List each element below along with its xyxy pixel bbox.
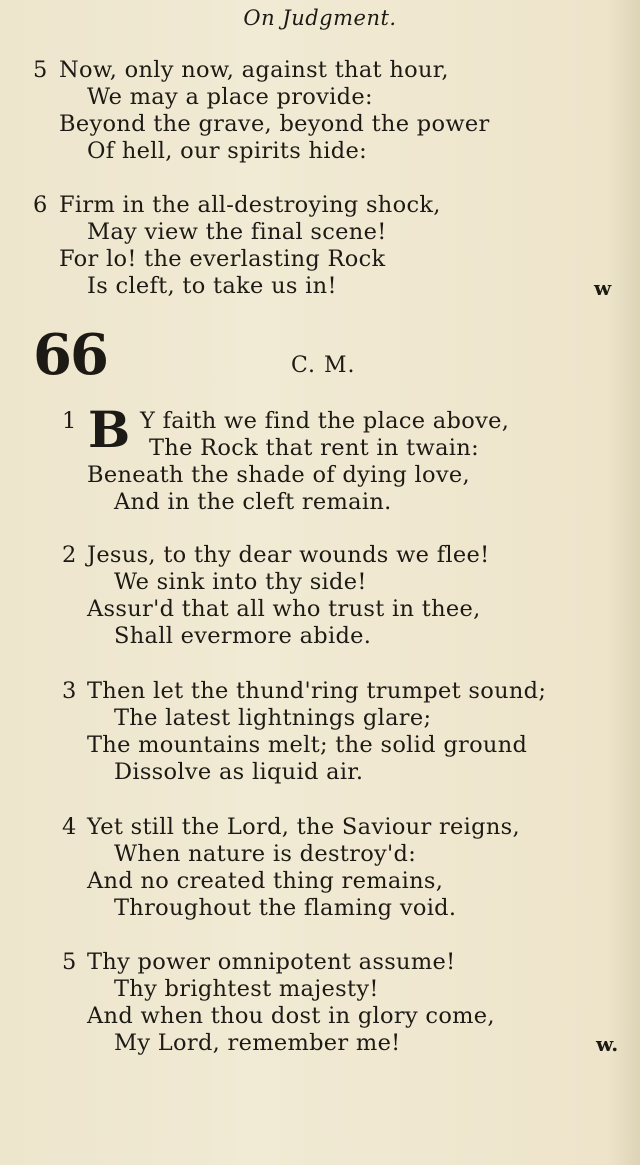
verse-line: Shall evermore abide.: [114, 623, 372, 649]
verse-line: My Lord, remember me!: [114, 1030, 401, 1056]
stanza-number: 6: [33, 192, 48, 218]
verse-line: Beyond the grave, beyond the power: [59, 111, 490, 137]
stanza-number: 5: [62, 949, 77, 975]
verse-line: Now, only now, against that hour,: [59, 57, 449, 83]
stanza-number: 2: [62, 542, 77, 568]
verse-line: Then let the thund'ring trumpet sound;: [87, 678, 547, 704]
stanza-number: 5: [33, 57, 48, 83]
verse-line: Yet still the Lord, the Saviour reigns,: [87, 814, 520, 840]
hymn-number: 66: [33, 322, 107, 388]
verse-line: The latest lightnings glare;: [114, 705, 432, 731]
verse-line: When nature is destroy'd:: [114, 841, 417, 867]
verse-line: Beneath the shade of dying love,: [87, 462, 470, 488]
verse-line: Firm in the all-destroying shock,: [59, 192, 441, 218]
verse-line: May view the final scene!: [87, 219, 387, 245]
verse-line: The Rock that rent in twain:: [149, 435, 479, 461]
verse-line: And when thou dost in glory come,: [87, 1003, 495, 1029]
verse-line: Thy brightest majesty!: [114, 976, 379, 1002]
hymn-meter: C. M.: [291, 353, 356, 378]
verse-line: Jesus, to thy dear wounds we flee!: [87, 542, 490, 568]
verse-line: Dissolve as liquid air.: [114, 759, 364, 785]
verse-line: Throughout the flaming void.: [114, 895, 457, 921]
stanza-number: 4: [62, 814, 77, 840]
verse-line: The mountains melt; the solid ground: [87, 732, 528, 758]
verse-line: And no created thing remains,: [87, 868, 444, 894]
running-head: On Judgment.: [243, 6, 397, 30]
verse-line: Of hell, our spirits hide:: [87, 138, 367, 164]
verse-line: Assur'd that all who trust in thee,: [87, 596, 481, 622]
verse-line: Y faith we find the place above,: [140, 408, 510, 434]
stanza-number: 3: [62, 678, 77, 704]
tune-mark: w.: [596, 1032, 619, 1056]
verse-line: Is cleft, to take us in!: [87, 273, 337, 299]
verse-line: We sink into thy side!: [114, 569, 367, 595]
verse-line: Thy power omnipotent assume!: [87, 949, 456, 975]
verse-line: And in the cleft remain.: [114, 489, 392, 515]
verse-line: We may a place provide:: [87, 84, 373, 110]
verse-line: For lo! the everlasting Rock: [59, 246, 386, 272]
drop-cap: B: [88, 400, 131, 459]
tune-mark: w: [594, 276, 612, 300]
stanza-number: 1: [62, 408, 77, 434]
